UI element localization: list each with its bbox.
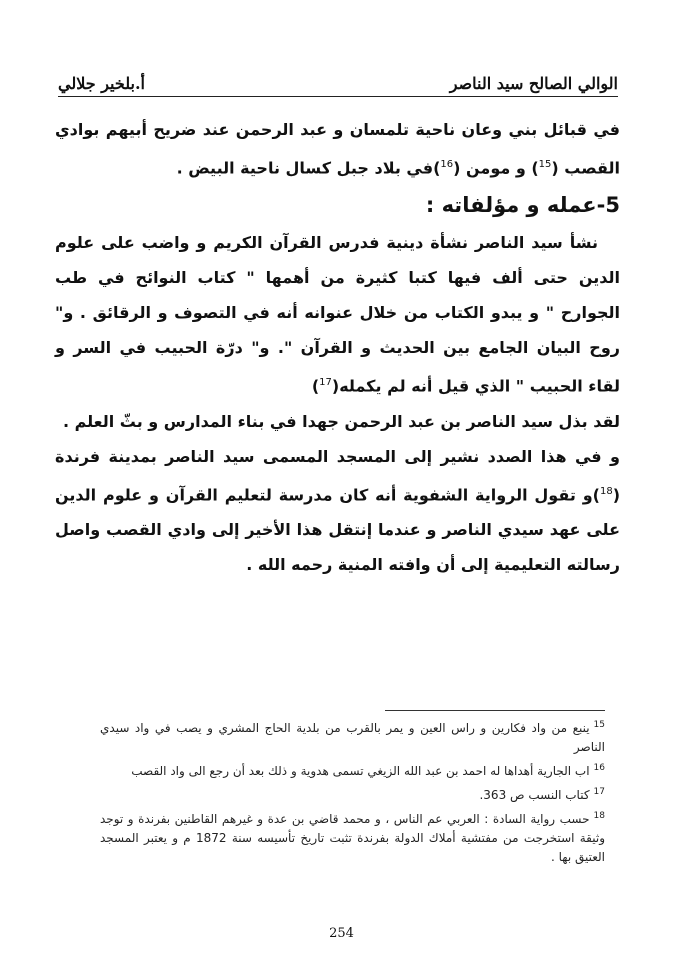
footnote-number: 16 (593, 763, 605, 773)
footnotes (100, 716, 605, 869)
footnote-ref-17: 17 (319, 377, 332, 389)
footnote-ref-18: 18 (599, 485, 613, 497)
running-header (58, 70, 618, 97)
footnote-18 (100, 807, 605, 867)
footnote-16 (100, 759, 605, 781)
footnote-divider (385, 710, 605, 711)
footnote-number: 18 (593, 811, 605, 821)
footnote-number: 17 (593, 787, 605, 797)
header-title: الوالي الصالح سيد الناصر (449, 74, 618, 93)
paragraph-3: لقد بذل سيد الناصر بن عبد الرحمن جهدا في بناء المدارس و بثّ العلم . (62, 411, 620, 431)
footnote-text: اب الجارية أهداها له احمد بن عبد الله الزيغي تسمى هدوية و ذلك بعد أن رجع الى واد القصب (131, 764, 590, 778)
footnote-text: حسب رواية السادة : العربي عم الناس ، و محمد قاضي بن عدة و غيرهم القاطنين بفرندة و توجد وثيقة استخرجت من مفتشية أملاك الدولة بفرندة تثبت تاريخ تأسيسه سنة 1872 م و يعتبر المسجد العتيق بها . (100, 812, 606, 864)
footnote-15 (100, 716, 605, 757)
paragraph-4-text-b: )و تقول الرواية الشفوية أنه كان مدرسة لتعليم القرآن و علوم الدين على عهد سيدي الناصر و عندما إنتقل هذا الأخير إلى وادي القصب واصل رسالته التعليمية إلى أن وافته المنية رحمه الله . (55, 484, 620, 574)
footnote-text: كتاب النسب ص 363. (479, 788, 590, 802)
paragraph-2-close: ) (311, 376, 320, 396)
paragraph-1-text-b: ) و مومن ( (453, 158, 539, 178)
footnote-text: ينبع من واد فكارين و راس العين و يمر بالقرب من بلدية الحاج المشري و يصب في واد سيدي الناصر (100, 721, 605, 754)
footnote-ref-16: 16 (440, 159, 454, 170)
footnote-number: 15 (593, 720, 605, 730)
paragraph-4-text-a: و في هذا الصدد نشير إلى المسجد المسمى سيد الناصر بمدينة فرندة ( (55, 446, 620, 504)
paragraph-2 (55, 225, 620, 403)
page-number: 254 (329, 926, 354, 941)
paragraph-2-text: نشأ سيد الناصر نشأة دينية فدرس القرآن الكريم و واضب على علوم الدين حتى ألف فيها كتبا كثيرة من أهمها " كتاب النوائح في طب الجوارح " و يبدو الكتاب من خلال عنوانه أنه في التصوف و الرقائق . و" روح البيان الجامع بين الحديث و القرآن ". و" درّة الحبيب في السر و لقاء الحبيب " الذي قيل أنه لم يكمله( (55, 233, 620, 396)
header-author: أ.بلخير جلالي (58, 74, 145, 93)
paragraph-1-text-a: في قبائل بني وعان ناحية تلمسان و عبد الرحمن عند ضريح أبيهم بوادي القصب ( (55, 120, 620, 178)
paragraph-1 (55, 112, 620, 185)
paragraph-1-text-c: )في بلاد جبل كسال ناحية البيض . (176, 158, 441, 178)
section-heading: 5-عمله و مؤلفاته : (425, 193, 620, 218)
main-text (55, 112, 620, 582)
footnote-17 (100, 783, 605, 805)
footnote-ref-15: 15 (538, 159, 552, 170)
paragraph-4 (55, 439, 620, 582)
